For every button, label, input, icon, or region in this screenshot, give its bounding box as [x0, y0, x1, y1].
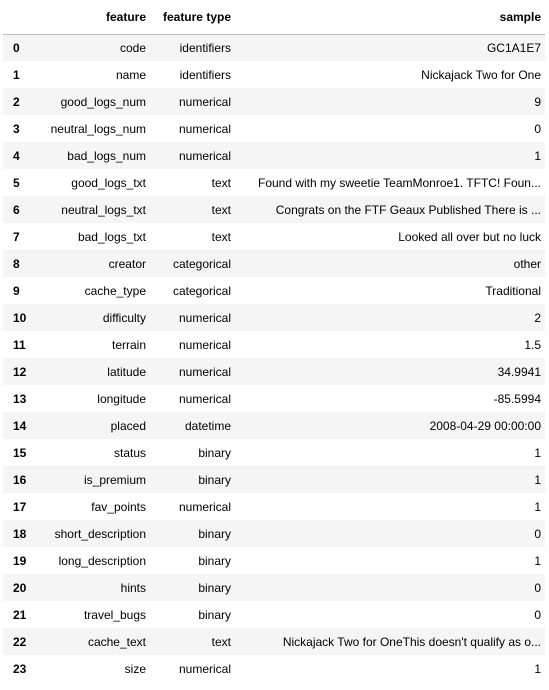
row-feature: good_logs_txt — [71, 175, 146, 190]
row-feature: code — [119, 40, 146, 55]
row-feature: long_description — [58, 553, 146, 568]
table-row — [3, 61, 545, 88]
row-index: 1 — [13, 67, 20, 82]
row-index: 15 — [13, 445, 27, 460]
row-feature: travel_bugs — [83, 607, 146, 622]
table-row — [3, 385, 545, 412]
table-row — [3, 115, 545, 142]
table-row — [3, 655, 545, 682]
row-sample: GC1A1E7 — [486, 40, 541, 55]
row-feature: size — [124, 661, 146, 676]
row-sample: 2 — [534, 310, 541, 325]
table-row — [3, 277, 545, 304]
table-row — [3, 601, 545, 628]
row-sample: 1 — [534, 499, 541, 514]
row-sample: Nickajack Two for OneThis doesn't qualify as o... — [282, 634, 541, 649]
row-feature-type: binary — [198, 472, 231, 487]
row-sample: 0 — [534, 526, 541, 541]
table-body — [3, 34, 545, 682]
row-sample: 9 — [534, 94, 541, 109]
row-feature: name — [115, 67, 146, 82]
table-row — [3, 574, 545, 601]
table-row — [3, 169, 545, 196]
row-feature-type: numerical — [178, 661, 231, 676]
row-sample: Looked all over but no luck — [398, 229, 541, 244]
header-sample: sample — [499, 9, 541, 24]
row-index: 23 — [13, 661, 27, 676]
row-sample: -85.5994 — [493, 391, 541, 406]
row-index: 19 — [13, 553, 27, 568]
table-row — [3, 412, 545, 439]
table-row — [3, 520, 545, 547]
row-feature: terrain — [111, 337, 146, 352]
dataframe-table — [3, 0, 545, 682]
row-feature: status — [113, 445, 146, 460]
row-index: 2 — [13, 94, 20, 109]
row-index: 0 — [13, 40, 20, 55]
row-index: 7 — [13, 229, 20, 244]
row-feature: fav_points — [91, 499, 146, 514]
row-feature-type: binary — [198, 580, 231, 595]
row-index: 12 — [13, 364, 27, 379]
row-feature: creator — [108, 256, 146, 271]
row-feature: hints — [120, 580, 146, 595]
row-feature-type: numerical — [178, 310, 231, 325]
row-feature-type: datetime — [184, 418, 231, 433]
row-sample: 1 — [534, 661, 541, 676]
row-sample: 1 — [534, 148, 541, 163]
row-feature-type: numerical — [178, 121, 231, 136]
row-index: 6 — [13, 202, 20, 217]
row-index: 17 — [13, 499, 27, 514]
table-row — [3, 304, 545, 331]
row-feature-type: text — [211, 229, 231, 244]
row-feature: longitude — [97, 391, 146, 406]
row-feature-type: numerical — [178, 148, 231, 163]
row-sample: 0 — [534, 607, 541, 622]
row-feature: is_premium — [83, 472, 146, 487]
row-feature-type: binary — [198, 526, 231, 541]
row-sample: Congrats on the FTF Geaux Published There is ... — [275, 202, 541, 217]
row-feature: cache_type — [84, 283, 146, 298]
table-row — [3, 628, 545, 655]
row-sample: 34.9941 — [497, 364, 541, 379]
row-feature-type: numerical — [178, 391, 231, 406]
row-feature-type: numerical — [178, 499, 231, 514]
row-feature: neutral_logs_num — [50, 121, 146, 136]
table-row — [3, 34, 545, 61]
row-index: 13 — [13, 391, 27, 406]
table-row — [3, 358, 545, 385]
row-sample: Found with my sweetie TeamMonroe1. TFTC! Foun... — [257, 175, 541, 190]
row-feature: bad_logs_txt — [77, 229, 146, 244]
row-feature: cache_text — [87, 634, 146, 649]
row-sample: 1.5 — [524, 337, 541, 352]
row-feature: difficulty — [102, 310, 146, 325]
table-header — [3, 0, 545, 34]
row-feature-type: categorical — [172, 256, 231, 271]
row-index: 21 — [13, 607, 27, 622]
row-feature-type: categorical — [172, 283, 231, 298]
row-feature-type: text — [211, 634, 231, 649]
table-row — [3, 331, 545, 358]
row-feature-type: text — [211, 202, 231, 217]
row-index: 9 — [13, 283, 20, 298]
row-feature-type: identifiers — [179, 40, 231, 55]
row-feature: short_description — [54, 526, 146, 541]
row-feature-type: numerical — [178, 364, 231, 379]
row-sample: Traditional — [485, 283, 541, 298]
row-index: 14 — [13, 418, 27, 433]
row-sample: Nickajack Two for One — [421, 67, 541, 82]
row-index: 20 — [13, 580, 27, 595]
row-index: 4 — [13, 148, 20, 163]
table-row — [3, 88, 545, 115]
table-row — [3, 493, 545, 520]
row-feature-type: binary — [198, 607, 231, 622]
row-index: 18 — [13, 526, 27, 541]
row-index: 11 — [13, 337, 26, 352]
header-index — [3, 0, 35, 34]
row-sample: 1 — [534, 445, 541, 460]
row-feature-type: text — [211, 175, 231, 190]
row-feature: placed — [110, 418, 146, 433]
row-feature-type: binary — [198, 445, 231, 460]
table-row — [3, 439, 545, 466]
row-sample: 0 — [534, 580, 541, 595]
row-feature-type: numerical — [178, 337, 231, 352]
row-feature-type: numerical — [178, 94, 231, 109]
table-row — [3, 196, 545, 223]
table-row — [3, 466, 545, 493]
header-feature: feature — [105, 9, 146, 24]
row-sample: other — [513, 256, 541, 271]
row-index: 5 — [13, 175, 20, 190]
row-index: 8 — [13, 256, 20, 271]
table-row — [3, 142, 545, 169]
row-sample: 0 — [534, 121, 541, 136]
row-sample: 1 — [534, 553, 541, 568]
row-sample: 2008-04-29 00:00:00 — [429, 418, 541, 433]
header-row — [3, 0, 545, 34]
table-row — [3, 223, 545, 250]
row-index: 3 — [13, 121, 20, 136]
row-index: 22 — [13, 634, 27, 649]
row-feature: bad_logs_num — [67, 148, 146, 163]
table-row — [3, 547, 545, 574]
row-index: 16 — [13, 472, 27, 487]
row-feature-type: binary — [198, 553, 231, 568]
row-feature: good_logs_num — [60, 94, 146, 109]
header-feature-type: feature type — [162, 9, 231, 24]
table-row — [3, 250, 545, 277]
row-feature-type: identifiers — [179, 67, 231, 82]
row-index: 10 — [13, 310, 27, 325]
row-feature: neutral_logs_txt — [61, 202, 146, 217]
row-sample: 1 — [534, 472, 541, 487]
row-feature: latitude — [107, 364, 146, 379]
